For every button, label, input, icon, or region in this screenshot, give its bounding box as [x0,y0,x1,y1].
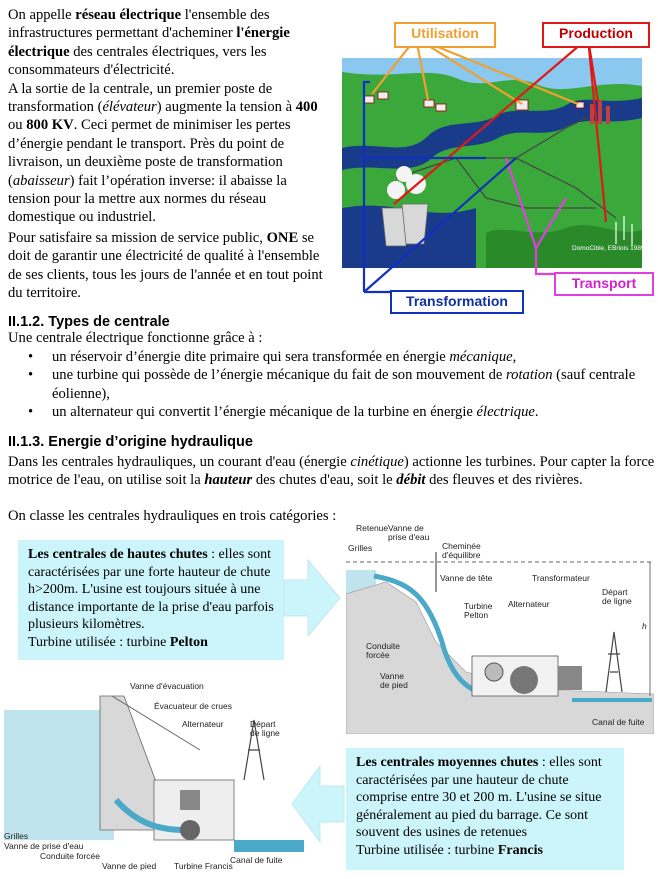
bold-term: réseau électrique [75,7,182,23]
pelton-plant-illustration [346,522,654,734]
mission-paragraph [8,229,326,303]
hydro-paragraph [8,453,656,490]
text: A la sortie de la centrale, un premier poste de transformation ( [8,80,273,116]
list-item [28,348,648,366]
turbine-name: Francis [497,842,543,858]
types-intro: Une centrale électrique fonctionne grâce à : [8,330,263,346]
text: (sauf centrale éolienne), [52,367,636,402]
list-item [28,403,648,421]
label-transport: Transport [554,272,654,296]
label-vanne-prise: Vanne de prise d'eau [388,523,430,542]
label-depart: Départ de ligne [602,587,632,606]
text: ) augmente la tension à [156,99,296,116]
label-alternateur: Alternateur [182,719,224,729]
text: Pour satisfaire sa mission de service public, [8,230,267,246]
text: . [534,404,539,421]
text: des centrales électriques, vers les consommateurs d'électricité. [8,43,267,79]
text: Turbine utilisée : turbine [28,634,170,650]
list-item [28,366,648,403]
bold-term: 800 KV [26,117,74,134]
text: des fleuves et des rivières. [425,472,583,489]
italic-term: mécanique [449,349,513,365]
label-transformateur: Transformateur [532,573,590,583]
alternator [485,663,503,681]
bullet: • [28,404,34,421]
bullet: • [28,349,34,365]
transformer [558,666,582,690]
label-cheminee: Cheminée d'équilibre [442,541,481,560]
text: ) fait l’opération inverse: il abaisse la tension pour la mettre aux normes du réseau domestique ou industriel. [8,172,287,226]
arrow-right-icon [282,556,342,640]
text: : elles sont caractérisées par une hauteur de chute comprise entre 30 et 200 m. L'usine se situe généralement au pied du barrage. Ce sont souvent des usines de retenues [356,755,602,840]
italic-term: électrique [476,404,535,421]
label-turbine-pelton: Turbine Pelton [464,601,493,620]
label-retenue: Retenue [356,523,389,533]
label-evacuateur: Évacuateur de crues [154,701,232,711]
section-heading-hydro: II.1.3. Energie d’origine hydraulique [8,434,253,450]
italic-term: débit [396,472,426,489]
electric-network-diagram [336,8,654,312]
label-vanne-evacuation: Vanne d'évacuation [130,681,204,691]
label-vanne-pied: Vanne de pied [380,671,408,690]
label-conduite: Conduite forcée [40,851,101,861]
text: l'ensemble des infrastructures permettant d'acheminer [8,7,270,42]
arrow-left-icon [290,762,346,846]
text: des chutes d'eau, soit le [252,472,397,489]
label-vanne-prise: Vanne de prise d'eau [4,841,84,851]
francis-turbine [180,820,200,840]
intro-paragraph [8,6,320,227]
bold-term: l'énergie électrique [8,25,290,60]
cooling-towers [382,204,428,246]
text: , [512,349,517,365]
label-production: Production [542,22,650,48]
text: un alternateur qui convertit l’énergie mécanique de la turbine en énergie [52,404,477,421]
hautes-chutes-diagram [346,522,654,734]
types-list [28,348,648,422]
label-turbine-francis: Turbine Francis [174,861,233,871]
italic-term: cinétique [350,454,404,470]
italic-term: élévateur [102,99,157,116]
callout-title: Les centrales moyennes chutes [356,755,539,770]
diagram-credit: DomoCible, EBriois 1989 [572,245,645,252]
label-grilles: Grilles [348,543,373,553]
label-transformation: Transformation [390,290,524,314]
callout-title: Les centrales de hautes chutes [28,547,208,562]
text: : elles sont caractérisées par une forte hauteur de chute h>200m. L'usine est toujours située à une distance importante de la prise d'eau parfois plusieurs kilomètres. [28,547,274,632]
label-canal: Canal de fuite [592,717,645,727]
callout-hautes-chutes [18,540,284,660]
text: On appelle [8,7,76,23]
network-illustration [336,8,654,312]
label-grilles: Grilles [4,831,29,841]
pylon [606,632,622,692]
text: . Ceci permet de minimiser les pertes d’énergie pendant le transport. Près du point de livraison, un deuxième poste de transformation ( [8,117,291,189]
text: ou [8,117,27,134]
text: Dans les centrales hydrauliques, un courant d'eau (énergie [8,454,351,470]
turbine-wheel [510,666,538,694]
label-vanne-tete: Vanne de tête [440,573,493,583]
text: Turbine utilisée : turbine [356,842,498,858]
section-heading-types: II.1.2. Types de centrale [8,314,170,330]
alternator [180,790,200,810]
text: ) actionne les turbines. Pour capter la force motrice de l'eau, on utilise soit la [8,454,655,489]
label-conduite: Conduite forcée [366,641,401,660]
label-canal: Canal de fuite [230,855,283,865]
label-vanne-pied: Vanne de pied [102,861,157,871]
turbine-name: Pelton [169,634,208,650]
label-utilisation: Utilisation [394,22,496,48]
italic-term: rotation [506,367,553,384]
bullet: • [28,367,34,384]
text: un réservoir d’énergie dite primaire qui sera transformée en énergie [52,349,450,365]
italic-term: abaisseur [12,172,70,189]
label-alternateur: Alternateur [508,599,550,609]
label-depart: Départ de ligne [250,719,280,738]
italic-term: hauteur [204,472,253,489]
classification-intro: On classe les centrales hydrauliques en trois catégories : [8,508,337,524]
text: se doit de garantir une électricité de qualité à l'ensemble de ses clients, tous les jours de l'année et en tout point du territoire. [8,230,323,302]
text: une turbine qui possède de l’énergie mécanique du fait de son mouvement de [52,367,507,384]
bold-term: 400 [295,99,318,116]
reservoir [4,710,114,840]
label-h: h [642,621,647,631]
bold-term: ONE [266,230,299,246]
moyennes-chutes-diagram [4,680,304,874]
callout-moyennes-chutes [346,748,624,870]
